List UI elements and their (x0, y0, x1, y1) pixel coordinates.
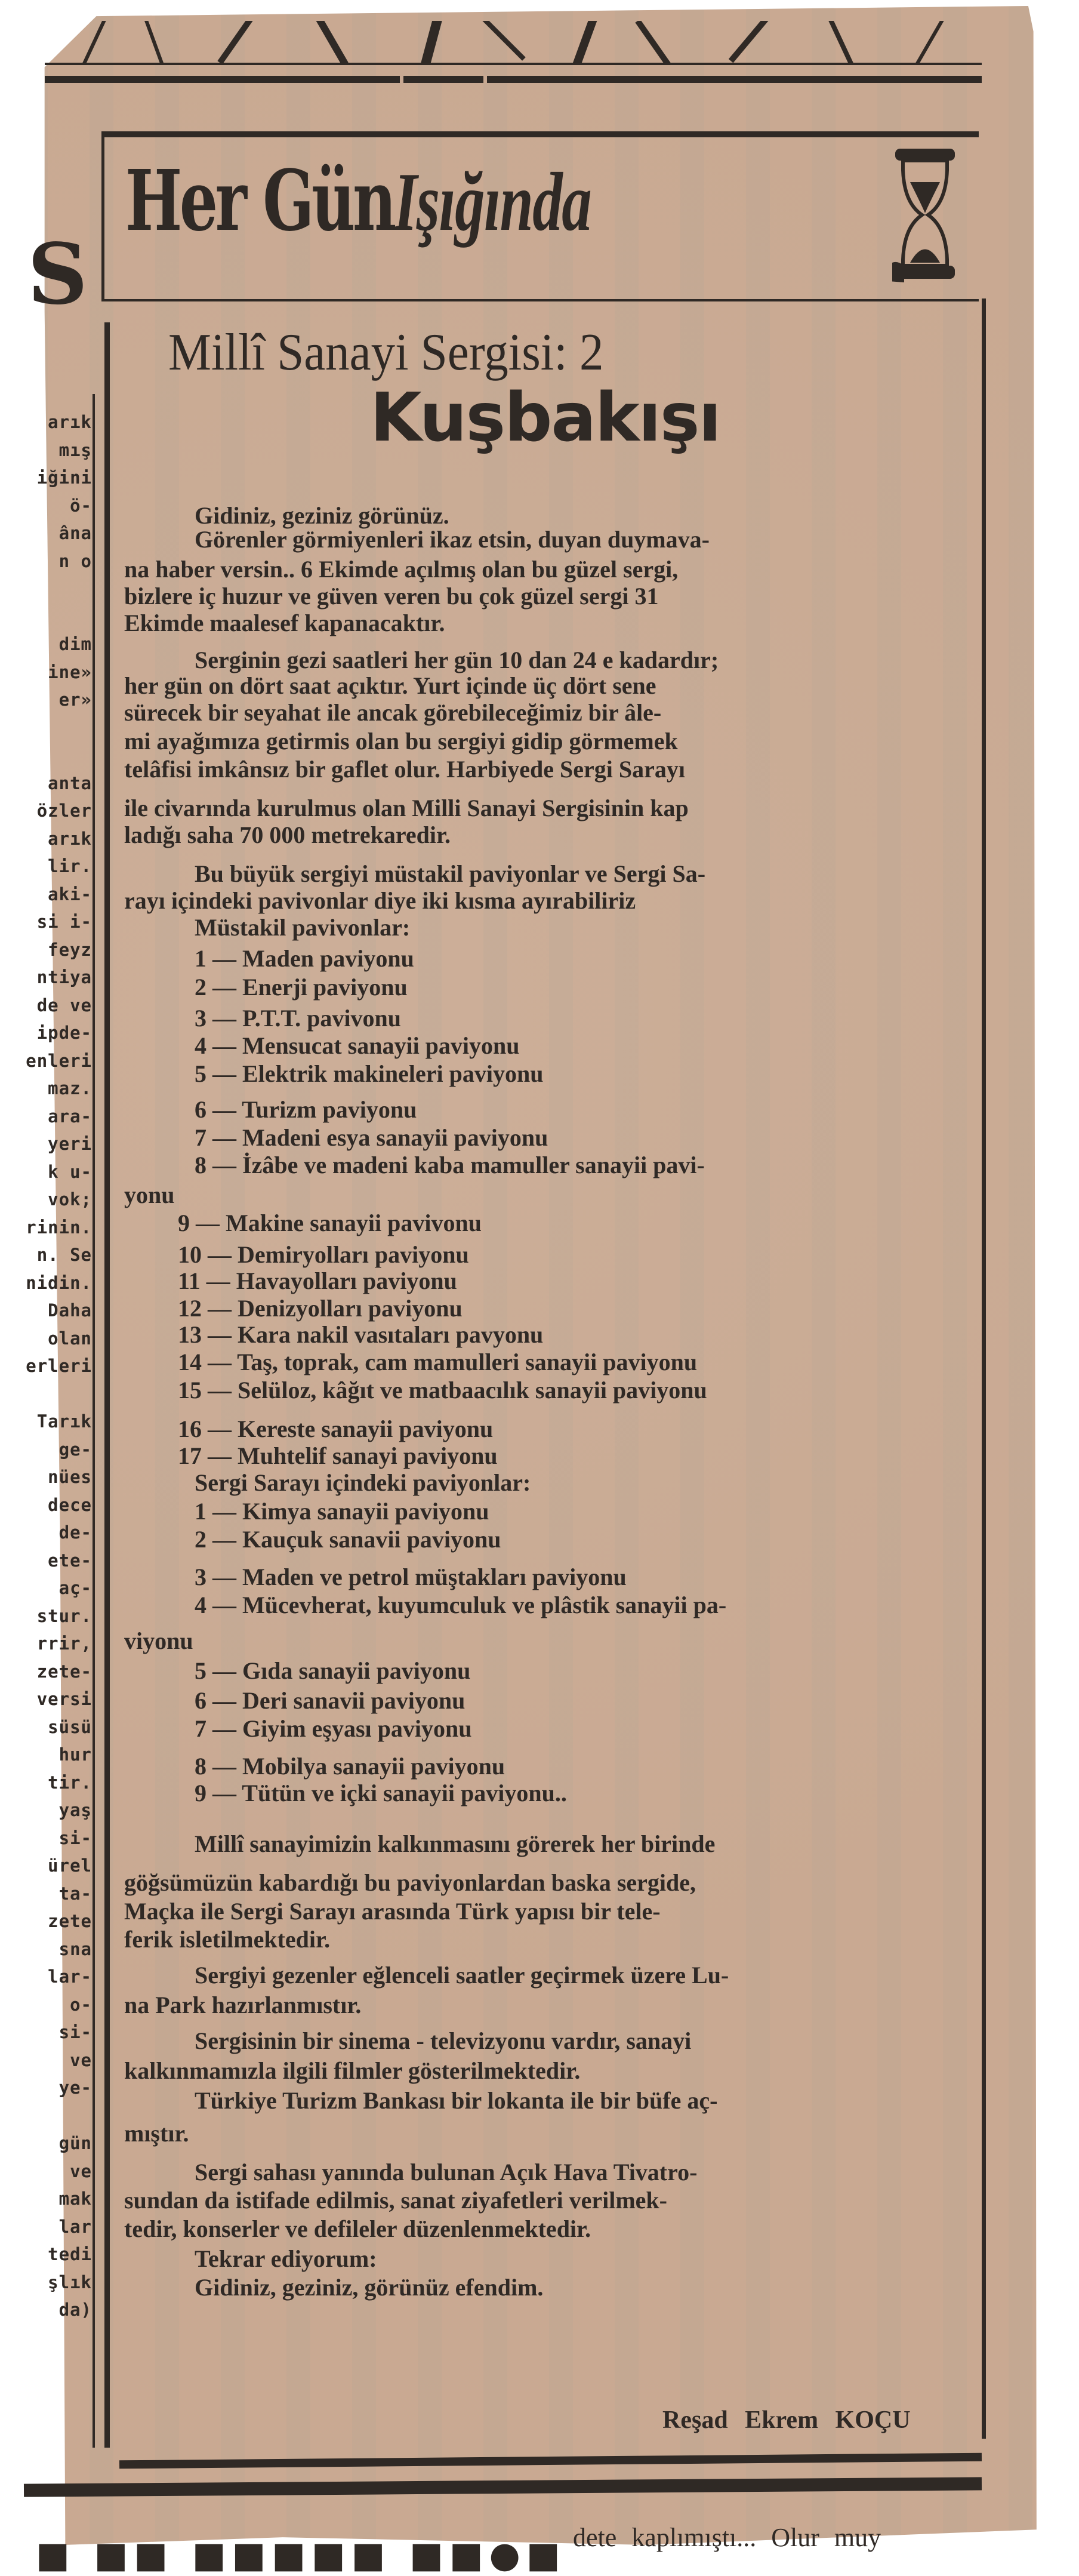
article-line: Bu büyük sergiyi müstakil paviyonlar ve Sergi Sa- (195, 860, 706, 887)
article-line: sürecek bir seyahat ile ancak görebileceğimiz bir âle- (124, 699, 662, 726)
fragment-line: dece (48, 1494, 92, 1515)
article-line: 7 — Madeni esya sanayii paviyonu (195, 1124, 548, 1151)
section-title-plain: Her Gün (125, 152, 394, 250)
article-line: 5 — Gıda sanayii paviyonu (195, 1657, 471, 1684)
article-line: Gidiniz, geziniz, görünüz efendim. (195, 2274, 544, 2301)
article-line: 13 — Kara nakil vasıtaları pavyonu (178, 1321, 544, 1348)
article-line: Ekimde maalesef kapanacaktır. (124, 610, 445, 636)
fragment-line: si i- (36, 912, 92, 932)
fragment-line: n o (58, 550, 92, 571)
fragment-line: şlık (48, 2272, 92, 2292)
fragment-line: de- (58, 1522, 92, 1543)
fragment-line: aç- (58, 1578, 92, 1598)
article-line: 5 — Elektrik makineleri paviyonu (195, 1060, 544, 1087)
fragment-line: rrir, (36, 1633, 92, 1654)
fragment-line: arık (48, 828, 92, 849)
fragment-line: enleri (26, 1050, 92, 1071)
fragment-line: erleri (26, 1356, 92, 1376)
fragment-line: rinin. (26, 1217, 92, 1238)
article-line: 2 — Enerji paviyonu (195, 974, 408, 1001)
fragment-line: ta- (58, 1883, 92, 1904)
article-line: 7 — Giyim eşyası paviyonu (195, 1715, 472, 1742)
article-line: Sergi Sarayı içindeki paviyonlar: (195, 1469, 531, 1496)
article-line: Sergisinin bir sinema - televizyonu vardır, sanayi (195, 2027, 692, 2054)
fragment-line: tir. (48, 1772, 92, 1793)
article-line: mi ayağımıza getirmis olan bu sergiyi gidip görmemek (124, 728, 678, 755)
article-line: 4 — Mücevherat, kuyumculuk ve plâstik sanayii pa- (195, 1592, 727, 1618)
article-line: Müstakil pavivonlar: (195, 914, 411, 941)
article-line: Millî sanayimizin kalkınmasını görerek her birinde (195, 1830, 716, 1857)
article-line: ile civarında kurulmus olan Milli Sanayi Sergisinin kap (124, 795, 689, 821)
fragment-line: hur (58, 1744, 92, 1765)
article-line: viyonu (124, 1627, 193, 1654)
fragment-line: zete (48, 1911, 92, 1931)
fragment-line: özler (36, 801, 92, 821)
article-headline: Kuşbakışı (370, 379, 720, 457)
article-line: yonu (124, 1181, 175, 1208)
article-line: rayı içindeki pavivonlar diye iki kısma ayırabiliriz (124, 887, 636, 914)
article-line: Görenler görmiyenleri ikaz etsin, duyan duymava- (195, 526, 710, 553)
fragment-line: zete- (36, 1661, 92, 1682)
fragment-line: arık (48, 412, 92, 432)
fragment-line: ete- (48, 1550, 92, 1571)
article-line: 12 — Denizyolları paviyonu (178, 1295, 463, 1322)
fragment-line: ve (70, 2049, 92, 2070)
article-line: Tekrar ediyorum: (195, 2245, 377, 2272)
fragment-line: feyz (48, 939, 92, 960)
fragment-line: Daha (48, 1300, 92, 1321)
fragment-line: nües (48, 1467, 92, 1487)
article-line: na haber versin.. 6 Ekimde açılmış olan bu güzel sergi, (124, 556, 679, 583)
article-line: Türkiye Turizm Bankası bir lokanta ile bir büfe aç- (195, 2087, 718, 2114)
article-line: 17 — Muhtelif sanayi paviyonu (178, 1442, 498, 1469)
fragment-line: Tarık (36, 1411, 92, 1432)
fragment-line: lar (58, 2216, 92, 2237)
next-article-text-fragment: dete kaplımıştı... Olur muy (573, 2523, 881, 2552)
fragment-line: de ve (36, 995, 92, 1015)
article-line: 3 — Maden ve petrol müştakları paviyonu (195, 1564, 627, 1590)
article-line: göğsümüzün kabardığı bu paviyonlardan baska sergide, (124, 1869, 696, 1896)
fragment-line: ge- (58, 1439, 92, 1460)
article-line: 14 — Taş, toprak, cam mamulleri sanayii paviyonu (178, 1349, 698, 1375)
article-line: 1 — Maden paviyonu (195, 945, 414, 972)
article-line: 3 — P.T.T. pavivonu (195, 1005, 402, 1032)
article-line: 11 — Havayolları paviyonu (178, 1267, 457, 1294)
next-article-headline-fragment: ■ ■■ ■■■■■ ■■●■ (36, 2534, 566, 2576)
fragment-line: olan (48, 1328, 92, 1349)
article-line: 9 — Makine sanayii pavivonu (178, 1209, 482, 1236)
fragment-line: mış (58, 439, 92, 460)
fragment-line: iğini (36, 467, 92, 488)
article-line: 6 — Deri sanavii paviyonu (195, 1687, 465, 1714)
article-line: 8 — İzâbe ve madeni kaba mamuller sanayii pavi- (195, 1152, 705, 1178)
fragment-line: yaş (58, 1800, 92, 1820)
top-illustration (45, 21, 982, 65)
hourglass-icon (892, 146, 958, 284)
section-title-script: Işığında (393, 156, 591, 248)
fragment-line: süsü (48, 1716, 92, 1737)
article-line: sundan da istifade edilmis, sanat ziyafetleri verilmek- (124, 2187, 667, 2214)
article-line: Maçka ile Sergi Sarayı arasında Türk yapısı bir tele- (124, 1898, 661, 1925)
fragment-line: da) (58, 2300, 92, 2320)
fragment-line: ürel (48, 1855, 92, 1876)
article-line: ferik isletilmektedir. (124, 1926, 331, 1953)
article-line: Sergi sahası yanında bulunan Açık Hava Tivatro- (195, 2159, 698, 2186)
fragment-line: ine» (48, 661, 92, 682)
fragment-line: anta (48, 773, 92, 793)
fragment-line: sna (58, 1938, 92, 1959)
article-line: 1 — Kimya sanayii paviyonu (195, 1498, 489, 1525)
article-line: 8 — Mobilya sanayii paviyonu (195, 1753, 505, 1780)
fragment-line: si- (58, 2022, 92, 2042)
section-header-title (125, 152, 591, 250)
article-subtitle: Millî Sanayi Sergisi: 2 (168, 324, 604, 381)
article-line: tedir, konserler ve defileler düzenlenmektedir. (124, 2215, 591, 2242)
article-line: telâfisi imkânsız bir gaflet olur. Harbiyede Sergi Sarayı (124, 756, 685, 783)
article-line: kalkınmamızla ilgili filmler gösterilmektedir. (124, 2057, 581, 2084)
fragment-line: dim (58, 634, 92, 654)
article-line: 16 — Kereste sanayii paviyonu (178, 1415, 494, 1442)
column-divider-thick (104, 322, 110, 2448)
fragment-line: ve (70, 2160, 92, 2181)
fragment-line: n. Se (36, 1245, 92, 1265)
fragment-line: versi (36, 1689, 92, 1709)
fragment-line: lar- (48, 1966, 92, 1987)
article-line: na Park hazırlanmıstır. (124, 1992, 362, 2018)
fragment-line: nidin. (26, 1272, 92, 1293)
fragment-line: mak (58, 2189, 92, 2209)
article-line: 10 — Demiryolları paviyonu (178, 1241, 469, 1268)
article-line: Sergiyi gezenler eğlenceli saatler geçirmek üzere Lu- (195, 1962, 729, 1989)
article-line: mıştır. (124, 2120, 189, 2147)
fragment-line: ye- (58, 2078, 92, 2098)
article-line: 4 — Mensucat sanayii paviyonu (195, 1032, 520, 1059)
article-line: 2 — Kauçuk sanavii paviyonu (195, 1526, 501, 1553)
author-signature: Reşad Ekrem KOÇU (662, 2406, 911, 2434)
article-line: Gidiniz, geziniz görünüz. (195, 502, 449, 529)
fragment-line: lir. (48, 856, 92, 876)
fragment-line: tedi (48, 2244, 92, 2264)
article-line: ladığı saha 70 000 metrekaredir. (124, 821, 451, 848)
fragment-line: ntiya (36, 967, 92, 987)
fragment-line: ara- (48, 1106, 92, 1127)
fragment-line: er» (58, 690, 92, 710)
article-line: 9 — Tütün ve içki sanayii paviyonu.. (195, 1780, 567, 1806)
article-line: 6 — Turizm paviyonu (195, 1096, 417, 1123)
adjacent-column-big-letter: S (27, 226, 88, 324)
fragment-line: âna (58, 523, 92, 543)
fragment-line: maz. (48, 1078, 92, 1098)
fragment-line: gün (58, 2133, 92, 2153)
fragment-line: si- (58, 1827, 92, 1848)
fragment-line: stur. (36, 1605, 92, 1626)
article-line: 15 — Selüloz, kâğıt ve matbaacılık sanayii paviyonu (178, 1377, 707, 1404)
fragment-line: ipde- (36, 1023, 92, 1043)
fragment-line: aki- (48, 884, 92, 904)
article-line: her gün on dört saat açıktır. Yurt içinde üç dört sene (124, 672, 656, 699)
fragment-line: yeri (48, 1134, 92, 1154)
fragment-line: vok; (48, 1189, 92, 1209)
article-line: bizlere iç huzur ve güven veren bu çok güzel sergi 31 (124, 583, 659, 610)
column-divider-thin (93, 394, 95, 2448)
top-rule (45, 76, 982, 83)
fragment-line: ö- (70, 495, 92, 516)
fragment-line: k u- (48, 1161, 92, 1182)
fragment-line: o- (70, 1994, 92, 2015)
article-line: Serginin gezi saatleri her gün 10 dan 24 e kadardır; (195, 647, 719, 673)
